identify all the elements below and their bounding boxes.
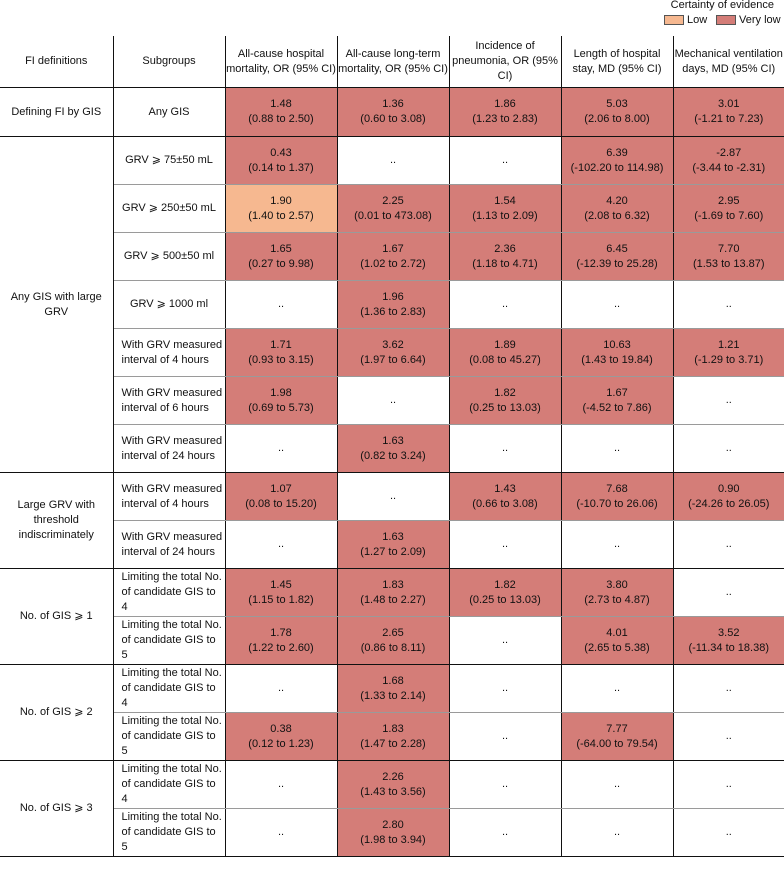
effect-cell-ventilation-days — [673, 473, 784, 521]
effect-estimate: 2.25 — [382, 194, 404, 207]
effect-estimate: .. — [277, 298, 285, 310]
effect-cell-hospital-stay — [561, 281, 673, 329]
confidence-interval: (0.14 to 1.37) — [248, 161, 314, 174]
effect-cell-pneumonia — [449, 281, 561, 329]
effect-cell-hospital-mortality — [225, 473, 337, 521]
effect-estimate: .. — [501, 538, 509, 550]
effect-cell-ventilation-days — [673, 569, 784, 617]
effect-cell-hospital-stay — [561, 425, 673, 473]
effect-estimate: 1.96 — [382, 290, 404, 303]
effect-estimate: 1.45 — [270, 578, 292, 591]
table-row — [0, 233, 784, 281]
effect-estimate: 7.70 — [718, 242, 740, 255]
effect-cell-hospital-stay — [561, 233, 673, 281]
confidence-interval: (-1.21 to 7.23) — [694, 113, 764, 125]
effect-estimate: 2.80 — [382, 818, 404, 831]
effect-estimate: .. — [501, 826, 509, 838]
confidence-interval: (2.06 to 8.00) — [584, 113, 650, 125]
table-row — [0, 809, 784, 857]
effect-estimate: .. — [725, 826, 732, 838]
table-row — [0, 521, 784, 569]
effect-estimate: .. — [725, 778, 732, 790]
confidence-interval: (0.60 to 3.08) — [360, 113, 426, 125]
effect-estimate: .. — [501, 730, 509, 742]
subgroup-label: With GRV measured interval of 24 hours — [113, 425, 225, 473]
confidence-interval: (-11.34 to 18.38) — [688, 641, 769, 654]
effect-cell-hospital-mortality — [225, 233, 337, 281]
effect-cell-hospital-stay — [561, 713, 673, 761]
effect-cell-long-term-mortality — [337, 473, 449, 521]
effect-estimate: .. — [501, 634, 509, 646]
effect-estimate: .. — [725, 730, 732, 742]
confidence-interval: (1.36 to 2.83) — [360, 305, 426, 318]
confidence-interval: (2.08 to 6.32) — [584, 209, 650, 222]
effect-cell-hospital-stay — [561, 761, 673, 809]
header-row — [0, 36, 784, 88]
effect-estimate: 6.45 — [606, 242, 628, 255]
subgroup-label: With GRV measured interval of 4 hours — [113, 329, 225, 377]
effect-cell-pneumonia — [449, 713, 561, 761]
confidence-interval: (-10.70 to 26.06) — [576, 497, 658, 510]
effect-estimate: 1.67 — [606, 386, 628, 399]
effect-estimate: .. — [277, 778, 285, 790]
effect-cell-ventilation-days — [673, 281, 784, 329]
effect-cell-long-term-mortality — [337, 185, 449, 233]
subgroup-label: With GRV measured interval of 24 hours — [113, 521, 225, 569]
effect-cell-pneumonia — [449, 425, 561, 473]
confidence-interval: (-24.26 to 26.05) — [688, 497, 770, 510]
effect-cell-ventilation-days — [673, 233, 784, 281]
confidence-interval: (0.08 to 45.27) — [469, 353, 541, 366]
effect-cell-pneumonia — [449, 185, 561, 233]
effect-estimate: 3.62 — [382, 338, 404, 351]
confidence-interval: (1.23 to 2.83) — [472, 113, 538, 125]
effect-estimate: .. — [501, 298, 509, 310]
effect-estimate: 1.86 — [494, 98, 516, 110]
effect-cell-long-term-mortality — [337, 617, 449, 665]
effect-estimate: 1.82 — [494, 386, 516, 399]
effect-cell-hospital-mortality — [225, 329, 337, 377]
effect-cell-hospital-mortality — [225, 569, 337, 617]
effect-cell-hospital-stay — [561, 521, 673, 569]
confidence-interval: (0.25 to 13.03) — [469, 593, 541, 606]
table-row — [0, 665, 784, 713]
effect-cell-long-term-mortality — [337, 569, 449, 617]
subgroup-label: Limiting the total No. of candidate GIS to 5 — [113, 713, 225, 761]
effect-cell-ventilation-days — [673, 617, 784, 665]
effect-estimate: 1.21 — [718, 338, 740, 351]
effect-cell-hospital-stay — [561, 473, 673, 521]
effect-cell-pneumonia — [449, 137, 561, 185]
effect-estimate: .. — [389, 490, 397, 502]
confidence-interval: (-4.52 to 7.86) — [582, 401, 652, 414]
effect-estimate: 4.20 — [606, 194, 628, 207]
effect-cell-ventilation-days — [673, 185, 784, 233]
effect-estimate: .. — [613, 298, 621, 310]
legend-swatch-very-low — [716, 15, 736, 25]
confidence-interval: (-102.20 to 114.98) — [570, 161, 664, 174]
effect-estimate: .. — [389, 154, 397, 166]
effect-cell-hospital-mortality — [225, 809, 337, 857]
effect-estimate: 1.90 — [270, 194, 292, 207]
effect-cell-hospital-stay — [561, 617, 673, 665]
effect-estimate: 7.68 — [606, 482, 628, 495]
effect-estimate: 3.52 — [718, 626, 740, 639]
legend-swatch-low — [664, 15, 684, 25]
effect-cell-ventilation-days — [673, 761, 784, 809]
effect-estimate: .. — [725, 682, 732, 694]
legend-title: Certainty of evidence — [670, 0, 774, 11]
effect-cell-hospital-mortality — [225, 88, 337, 137]
effect-cell-pneumonia — [449, 329, 561, 377]
table-row — [0, 425, 784, 473]
table-row — [0, 377, 784, 425]
effect-estimate: .. — [725, 538, 732, 550]
effect-estimate: 2.65 — [382, 626, 404, 639]
effect-estimate: .. — [613, 682, 621, 694]
effect-estimate: .. — [277, 538, 285, 550]
subgroup-label: GRV ⩾ 1000 ml — [113, 281, 225, 329]
confidence-interval: (-1.69 to 7.60) — [694, 209, 764, 222]
effect-cell-hospital-mortality — [225, 521, 337, 569]
effect-cell-ventilation-days — [673, 137, 784, 185]
effect-estimate: .. — [501, 154, 509, 166]
effect-estimate: 1.36 — [382, 98, 404, 110]
effect-cell-hospital-mortality — [225, 617, 337, 665]
effect-estimate: .. — [613, 538, 621, 550]
effect-cell-long-term-mortality — [337, 233, 449, 281]
header-pneumonia: Incidence of pneumonia, OR (95% CI) — [449, 36, 561, 88]
effect-estimate: 1.89 — [494, 338, 516, 351]
effect-cell-hospital-mortality — [225, 185, 337, 233]
effect-cell-pneumonia — [449, 521, 561, 569]
subgroup-label: Limiting the total No. of candidate GIS to 4 — [113, 665, 225, 713]
effect-estimate: .. — [389, 394, 397, 406]
effect-cell-long-term-mortality — [337, 329, 449, 377]
subgroup-label: Limiting the total No. of candidate GIS to 4 — [113, 761, 225, 809]
effect-cell-ventilation-days — [673, 521, 784, 569]
confidence-interval: (1.97 to 6.64) — [360, 353, 426, 366]
effect-cell-long-term-mortality — [337, 137, 449, 185]
effect-estimate: 4.01 — [606, 626, 628, 639]
confidence-interval: (1.53 to 13.87) — [692, 257, 765, 270]
effect-estimate: .. — [725, 298, 732, 310]
confidence-interval: (1.43 to 3.56) — [360, 785, 426, 798]
effect-cell-hospital-stay — [561, 185, 673, 233]
effect-cell-pneumonia — [449, 761, 561, 809]
effect-estimate: .. — [725, 586, 732, 598]
confidence-interval: (-12.39 to 25.28) — [576, 257, 658, 270]
effect-estimate: .. — [613, 826, 621, 838]
confidence-interval: (0.08 to 15.20) — [245, 497, 317, 510]
confidence-interval: (0.66 to 3.08) — [472, 497, 538, 510]
effect-cell-long-term-mortality — [337, 88, 449, 137]
effect-cell-pneumonia — [449, 809, 561, 857]
effect-estimate: .. — [725, 442, 732, 454]
subgroup-label: With GRV measured interval of 6 hours — [113, 377, 225, 425]
confidence-interval: (0.93 to 3.15) — [248, 353, 314, 366]
effect-cell-ventilation-days — [673, 377, 784, 425]
effect-cell-pneumonia — [449, 569, 561, 617]
effect-cell-hospital-mortality — [225, 425, 337, 473]
confidence-interval: (1.27 to 2.09) — [360, 545, 426, 558]
effect-cell-hospital-mortality — [225, 761, 337, 809]
header-hospital-mortality: All-cause hospital mortality, OR (95% CI) — [225, 36, 337, 88]
effect-cell-ventilation-days — [673, 425, 784, 473]
effect-cell-long-term-mortality — [337, 761, 449, 809]
effect-estimate: 1.67 — [382, 242, 404, 255]
confidence-interval: (0.25 to 13.03) — [469, 401, 541, 414]
legend-label-very-low: Very low — [739, 14, 781, 26]
legend-item-low — [664, 14, 707, 26]
effect-cell-ventilation-days — [673, 665, 784, 713]
subgroup-label: Limiting the total No. of candidate GIS to 5 — [113, 617, 225, 665]
effect-estimate: 10.63 — [603, 338, 631, 351]
confidence-interval: (0.01 to 473.08) — [354, 209, 432, 222]
effect-estimate: .. — [501, 778, 509, 790]
effect-estimate: 6.39 — [606, 146, 628, 159]
effect-estimate: 1.63 — [382, 434, 404, 447]
effect-estimate: .. — [501, 682, 509, 694]
effect-estimate: .. — [613, 442, 621, 454]
effect-cell-ventilation-days — [673, 329, 784, 377]
effect-estimate: 5.03 — [606, 98, 628, 110]
effect-estimate: 1.68 — [382, 674, 404, 687]
fi-definition-group: No. of GIS ⩾ 2 — [0, 665, 113, 761]
confidence-interval: (-64.00 to 79.54) — [576, 737, 658, 750]
effect-estimate: 0.90 — [718, 482, 740, 495]
effect-cell-hospital-stay — [561, 329, 673, 377]
table-row — [0, 713, 784, 761]
table-row — [0, 88, 784, 137]
confidence-interval: (-3.44 to -2.31) — [692, 161, 766, 174]
confidence-interval: (0.69 to 5.73) — [248, 401, 314, 414]
effect-cell-pneumonia — [449, 88, 561, 137]
effect-cell-long-term-mortality — [337, 281, 449, 329]
evidence-table — [0, 36, 784, 857]
header-fi-definitions: FI definitions — [0, 36, 113, 88]
fi-definition-group: Defining FI by GIS — [0, 88, 113, 137]
confidence-interval: (2.65 to 5.38) — [584, 641, 650, 654]
subgroup-label: GRV ⩾ 500±50 ml — [113, 233, 225, 281]
table-row — [0, 185, 784, 233]
effect-estimate: 1.65 — [270, 242, 292, 255]
effect-estimate: .. — [277, 442, 285, 454]
confidence-interval: (0.12 to 1.23) — [248, 737, 314, 750]
confidence-interval: (1.02 to 2.72) — [360, 257, 426, 270]
confidence-interval: (0.88 to 2.50) — [248, 113, 314, 125]
effect-estimate: 1.78 — [270, 626, 292, 639]
effect-cell-long-term-mortality — [337, 425, 449, 473]
effect-estimate: 1.63 — [382, 530, 404, 543]
effect-cell-pneumonia — [449, 473, 561, 521]
effect-cell-hospital-mortality — [225, 377, 337, 425]
effect-cell-hospital-mortality — [225, 665, 337, 713]
effect-estimate: .. — [613, 778, 621, 790]
certainty-legend — [664, 0, 784, 28]
effect-estimate: 1.43 — [494, 482, 516, 495]
effect-estimate: 3.80 — [606, 578, 628, 591]
header-ventilation-days: Mechanical ventilation days, MD (95% CI) — [673, 36, 784, 88]
fi-definition-group: No. of GIS ⩾ 3 — [0, 761, 113, 857]
table-row — [0, 617, 784, 665]
effect-cell-long-term-mortality — [337, 665, 449, 713]
subgroup-label: Limiting the total No. of candidate GIS to 4 — [113, 569, 225, 617]
effect-estimate: .. — [277, 682, 285, 694]
header-subgroups: Subgroups — [113, 36, 225, 88]
effect-estimate: 1.82 — [494, 578, 516, 591]
effect-estimate: 7.77 — [606, 722, 628, 735]
effect-estimate: -2.87 — [716, 146, 742, 159]
effect-estimate: .. — [277, 826, 285, 838]
table-row — [0, 473, 784, 521]
confidence-interval: (1.43 to 19.84) — [581, 353, 653, 366]
effect-cell-long-term-mortality — [337, 713, 449, 761]
effect-cell-pneumonia — [449, 617, 561, 665]
fi-definition-group: No. of GIS ⩾ 1 — [0, 569, 113, 665]
confidence-interval: (1.40 to 2.57) — [248, 209, 314, 222]
effect-estimate: 2.95 — [718, 194, 740, 207]
confidence-interval: (1.13 to 2.09) — [472, 209, 538, 222]
effect-estimate: .. — [501, 442, 509, 454]
effect-cell-hospital-stay — [561, 569, 673, 617]
legend-item-very-low — [716, 14, 781, 26]
header-long-term-mortality: All-cause long-term mortality, OR (95% CI) — [337, 36, 449, 88]
effect-cell-pneumonia — [449, 233, 561, 281]
confidence-interval: (1.33 to 2.14) — [360, 689, 426, 702]
effect-cell-hospital-stay — [561, 665, 673, 713]
confidence-interval: (1.47 to 2.28) — [360, 737, 426, 750]
effect-estimate: 2.36 — [494, 242, 516, 255]
table-body — [0, 88, 784, 857]
effect-cell-ventilation-days — [673, 713, 784, 761]
effect-estimate: 1.83 — [382, 722, 404, 735]
effect-estimate: 1.98 — [270, 386, 292, 399]
confidence-interval: (1.18 to 4.71) — [472, 257, 538, 270]
effect-estimate: 1.83 — [382, 578, 404, 591]
subgroup-label: GRV ⩾ 75±50 mL — [113, 137, 225, 185]
effect-estimate: .. — [725, 394, 732, 406]
subgroup-label: Limiting the total No. of candidate GIS to 5 — [113, 809, 225, 857]
table-row — [0, 281, 784, 329]
confidence-interval: (1.22 to 2.60) — [248, 641, 314, 654]
confidence-interval: (1.48 to 2.27) — [360, 593, 426, 606]
effect-estimate: 0.38 — [270, 722, 292, 735]
effect-cell-pneumonia — [449, 377, 561, 425]
effect-cell-hospital-stay — [561, 88, 673, 137]
confidence-interval: (0.82 to 3.24) — [360, 449, 426, 462]
effect-cell-hospital-stay — [561, 809, 673, 857]
fi-definition-group: Large GRV with threshold indiscriminately — [0, 473, 113, 569]
effect-cell-ventilation-days — [673, 88, 784, 137]
effect-estimate: 3.01 — [718, 98, 740, 110]
effect-cell-pneumonia — [449, 665, 561, 713]
table-row — [0, 329, 784, 377]
effect-cell-hospital-mortality — [225, 713, 337, 761]
fi-definition-group: Any GIS with large GRV — [0, 137, 113, 473]
effect-cell-long-term-mortality — [337, 521, 449, 569]
confidence-interval: (0.86 to 8.11) — [360, 641, 426, 654]
effect-cell-long-term-mortality — [337, 377, 449, 425]
effect-cell-hospital-stay — [561, 137, 673, 185]
subgroup-label: Any GIS — [113, 88, 225, 137]
effect-cell-hospital-mortality — [225, 137, 337, 185]
subgroup-label: With GRV measured interval of 4 hours — [113, 473, 225, 521]
effect-estimate: 2.26 — [382, 770, 404, 783]
header-hospital-stay: Length of hospital stay, MD (95% CI) — [561, 36, 673, 88]
table-row — [0, 569, 784, 617]
effect-estimate: 1.07 — [270, 482, 292, 495]
effect-estimate: 1.71 — [270, 338, 292, 351]
confidence-interval: (1.15 to 1.82) — [248, 593, 314, 606]
confidence-interval: (1.98 to 3.94) — [360, 833, 426, 846]
confidence-interval: (-1.29 to 3.71) — [694, 353, 764, 366]
confidence-interval: (0.27 to 9.98) — [248, 257, 314, 270]
subgroup-label: GRV ⩾ 250±50 mL — [113, 185, 225, 233]
table-row — [0, 761, 784, 809]
confidence-interval: (2.73 to 4.87) — [584, 593, 650, 606]
effect-cell-hospital-mortality — [225, 281, 337, 329]
table-row — [0, 137, 784, 185]
effect-estimate: 1.48 — [270, 98, 292, 110]
effect-estimate: 1.54 — [494, 194, 516, 207]
effect-cell-long-term-mortality — [337, 809, 449, 857]
effect-cell-ventilation-days — [673, 809, 784, 857]
effect-cell-hospital-stay — [561, 377, 673, 425]
legend-label-low: Low — [687, 14, 708, 26]
effect-estimate: 0.43 — [270, 146, 292, 159]
